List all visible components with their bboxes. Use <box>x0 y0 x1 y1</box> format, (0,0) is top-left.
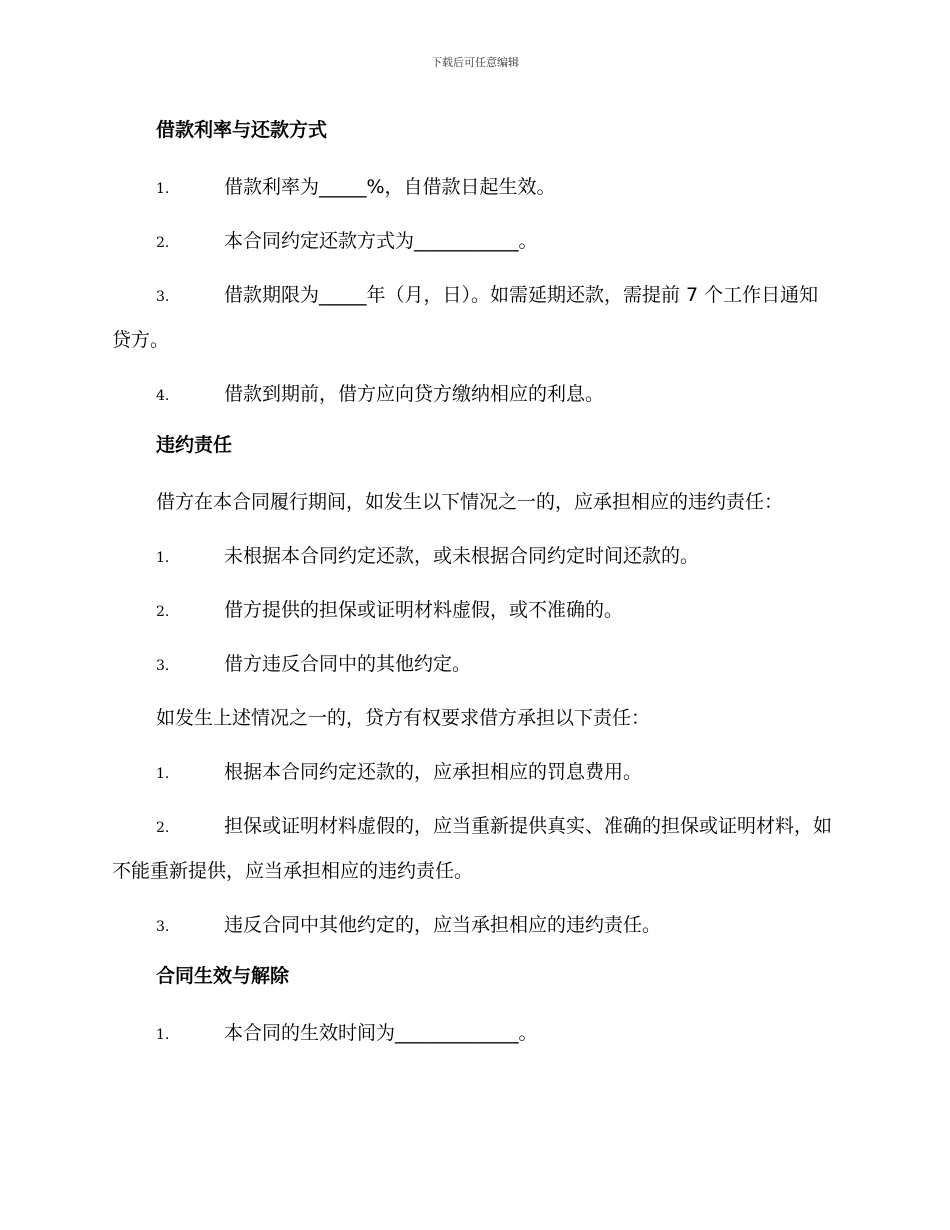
item-number: 1. <box>156 766 170 782</box>
intro-paragraph: 借方在本合同履行期间，如发生以下情况之一的，应承担相应的违约责任： <box>156 491 784 513</box>
list-item <box>112 220 836 263</box>
document-body <box>112 112 836 1066</box>
list-item <box>112 535 836 578</box>
item-number: 1. <box>156 550 170 566</box>
item-text: 本合同约定还款方式为___________。 <box>224 230 538 252</box>
list-item <box>112 805 836 893</box>
item-number: 3. <box>156 658 170 674</box>
item-number: 1. <box>156 1027 170 1043</box>
item-number: 2. <box>156 604 170 620</box>
item-text: 担保或证明材料虚假的，应当重新提供真实、准确的担保或证明材料，如不能重新提供，应当承担相应的违约责任。 <box>112 815 833 882</box>
item-number: 4. <box>156 388 170 404</box>
item-text: 借方违反合同中的其他约定。 <box>224 653 472 675</box>
item-number: 2. <box>156 820 170 836</box>
item-text: 借款利率为_____%，自借款日起生效。 <box>224 176 556 198</box>
list-item <box>112 589 836 632</box>
item-text: 未根据本合同约定还款，或未根据合同约定时间还款的。 <box>224 545 700 567</box>
intro-paragraph: 如发生上述情况之一的，贷方有权要求借方承担以下责任： <box>156 707 651 729</box>
item-text: 借款到期前，借方应向贷方缴纳相应的利息。 <box>224 383 605 405</box>
item-number: 2. <box>156 235 170 251</box>
section-title-breach-liability: 违约责任 <box>156 434 233 456</box>
list-item <box>112 751 836 794</box>
list-item <box>112 643 836 686</box>
page-header: 下载后可任意编辑 <box>431 56 519 69</box>
list-item <box>112 274 836 362</box>
list-item <box>112 166 836 209</box>
list-item <box>112 904 836 947</box>
list-item <box>112 1012 836 1055</box>
item-text: 违反合同中其他约定的，应当承担相应的违约责任。 <box>224 914 662 936</box>
item-number: 3. <box>156 289 170 305</box>
item-text: 本合同的生效时间为_____________。 <box>224 1022 538 1044</box>
section-title-effect-termination: 合同生效与解除 <box>156 965 290 987</box>
section-title-interest-repayment: 借款利率与还款方式 <box>156 119 328 141</box>
item-text: 根据本合同约定还款的，应承担相应的罚息费用。 <box>224 761 643 783</box>
list-item <box>112 373 836 416</box>
item-text: 借方提供的担保或证明材料虚假，或不准确的。 <box>224 599 624 621</box>
item-number: 3. <box>156 919 170 935</box>
item-number: 1. <box>156 181 170 197</box>
item-text: 借款期限为_____年（月，日）。如需延期还款，需提前 7 个工作日通知贷方。 <box>112 284 819 351</box>
